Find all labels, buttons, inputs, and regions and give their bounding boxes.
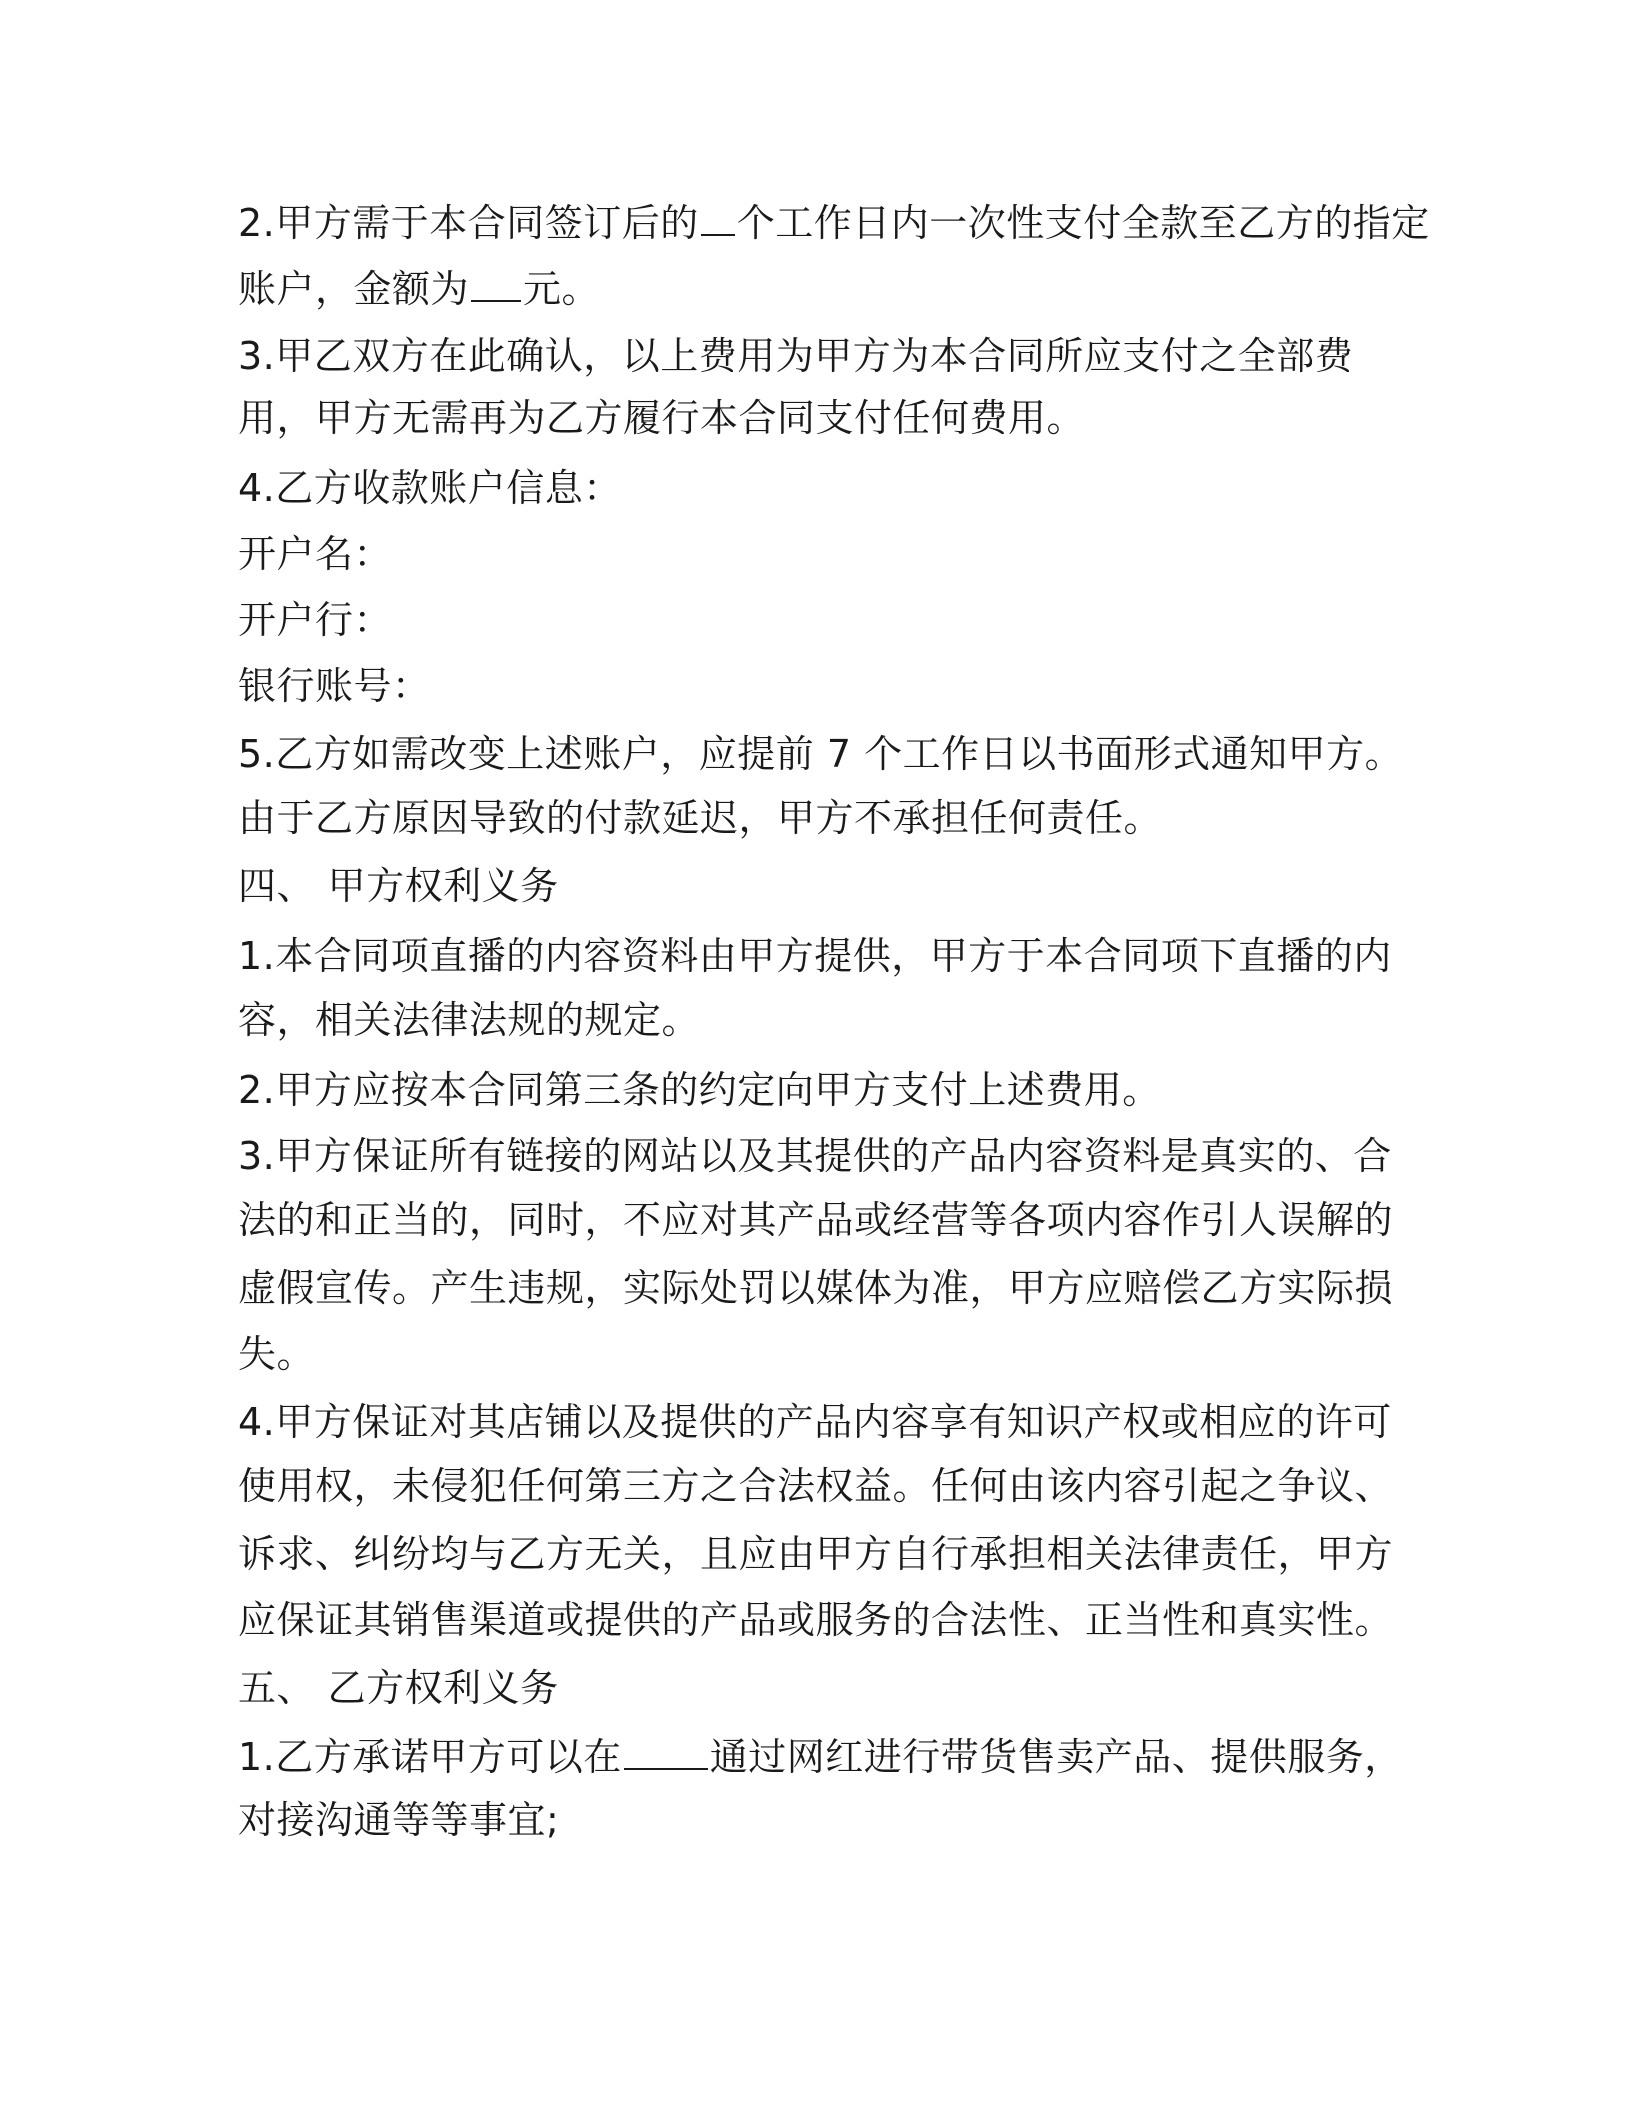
text-segment: 元。 [523, 267, 601, 311]
text-segment: 失。 [238, 1332, 316, 1376]
account-name-label [238, 530, 392, 578]
clause-3-5-line-2 [238, 794, 1162, 842]
text-segment: 五、 乙方权利义务 [238, 1666, 559, 1710]
clause-4-4-line-4 [238, 1596, 1393, 1644]
clause-3-2-line-2 [238, 264, 600, 312]
text-segment: 3.甲乙双方在此确认，以上费用为甲方为本合同所应支付之全部费 [238, 334, 1354, 378]
text-segment: 2.甲方应按本合同第三条的约定向甲方支付上述费用。 [238, 1068, 1161, 1112]
clause-4-3-line-3 [238, 1264, 1393, 1312]
text-segment: 诉求、纠纷均与乙方无关，且应由甲方自行承担相关法律责任，甲方 [238, 1532, 1394, 1576]
clause-3-4-line [238, 464, 622, 512]
text-segment: 3.甲方保证所有链接的网站以及其提供的产品内容资料是真实的、合 [238, 1134, 1392, 1178]
clause-5-1-line-1 [238, 1732, 1403, 1780]
fill-blank [471, 264, 521, 302]
text-segment: 2.甲方需于本合同签订后的 [238, 201, 699, 245]
text-segment: 开户名： [238, 532, 393, 576]
text-segment: 个工作日内一次性支付全款至乙方的指定 [736, 201, 1430, 245]
text-segment: 对接沟通等等事宜; [238, 1798, 560, 1842]
text-segment: 4.甲方保证对其店铺以及提供的产品内容享有知识产权或相应的许可 [238, 1400, 1392, 1444]
text-segment: 1.本合同项直播的内容资料由甲方提供，甲方于本合同项下直播的内 [238, 934, 1392, 978]
text-segment: 1.乙方承诺甲方可以在 [238, 1735, 622, 1779]
clause-4-3-line-4 [238, 1330, 315, 1378]
text-segment: 使用权，未侵犯任何第三方之合法权益。任何由该内容引起之争议、 [238, 1464, 1394, 1508]
account-number-label [238, 662, 431, 710]
section-5-heading [238, 1664, 559, 1712]
clause-3-3-line-1 [238, 332, 1353, 380]
fill-blank [624, 1732, 708, 1770]
clause-3-3-line-2 [238, 394, 1085, 442]
text-segment: 5.乙方如需改变上述账户，应提前 7 个工作日以书面形式通知甲方。 [238, 732, 1404, 776]
clause-4-4-line-2 [238, 1462, 1393, 1510]
clause-4-1-line-1 [238, 932, 1392, 980]
text-segment: 账户，金额为 [238, 267, 470, 311]
section-4-heading [238, 862, 559, 910]
text-segment: 容，相关法律法规的规定。 [238, 998, 701, 1042]
text-segment: 虚假宣传。产生违规，实际处罚以媒体为准，甲方应赔偿乙方实际损 [238, 1266, 1394, 1310]
clause-4-3-line-1 [238, 1132, 1392, 1180]
fill-blank [701, 198, 735, 236]
text-segment: 开户行： [238, 598, 393, 642]
text-segment: 四、 甲方权利义务 [238, 864, 559, 908]
clause-4-4-line-3 [238, 1530, 1393, 1578]
clause-3-2-line-1 [238, 198, 1430, 246]
bank-label [238, 596, 392, 644]
text-segment: 银行账号： [238, 664, 431, 708]
clause-5-1-line-2 [238, 1796, 559, 1844]
text-segment: 4.乙方收款账户信息： [238, 466, 622, 510]
text-segment: 用，甲方无需再为乙方履行本合同支付任何费用。 [238, 396, 1086, 440]
clause-4-2-line [238, 1066, 1161, 1114]
text-segment: 通过网红进行带货售卖产品、提供服务， [709, 1735, 1403, 1779]
text-segment: 法的和正当的，同时，不应对其产品或经营等各项内容作引人误解的 [238, 1198, 1394, 1242]
clause-4-4-line-1 [238, 1398, 1392, 1446]
clause-4-1-line-2 [238, 996, 700, 1044]
clause-4-3-line-2 [238, 1196, 1393, 1244]
text-segment: 应保证其销售渠道或提供的产品或服务的合法性、正当性和真实性。 [238, 1598, 1394, 1642]
clause-3-5-line-1 [238, 730, 1403, 778]
text-segment: 由于乙方原因导致的付款延迟，甲方不承担任何责任。 [238, 796, 1163, 840]
